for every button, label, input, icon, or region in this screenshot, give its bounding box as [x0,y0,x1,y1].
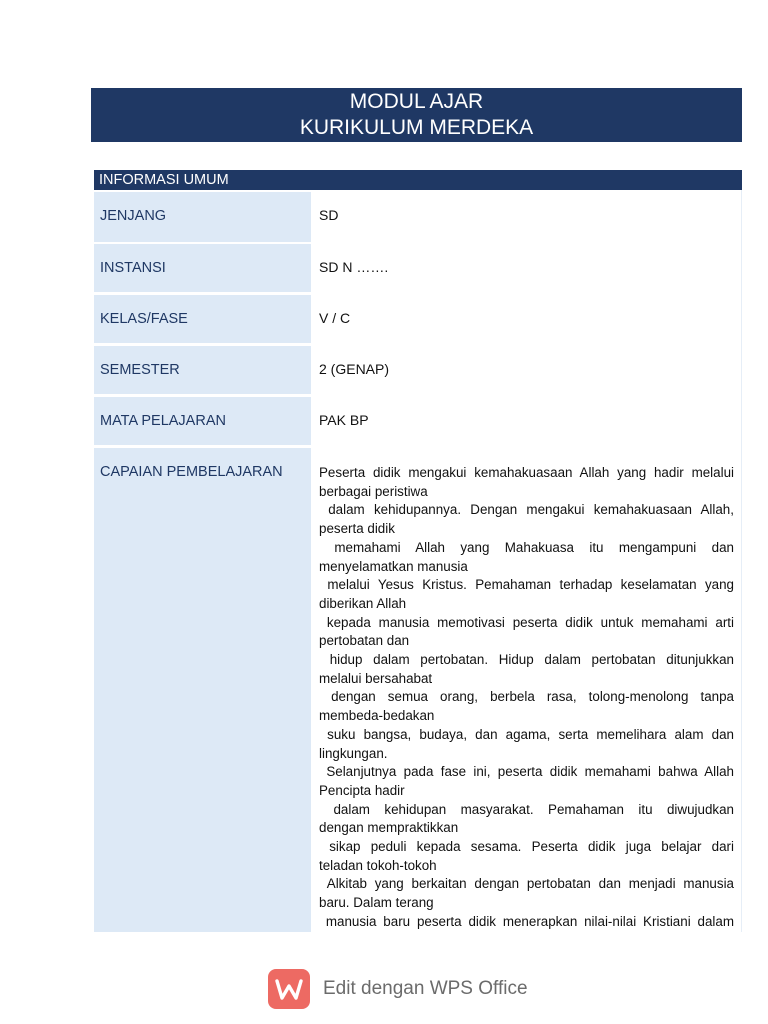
capaian-line: menyelamatkan manusia [319,558,468,574]
capaian-line: dengan semua orang, berbela rasa, tolong-menolong tanpa [319,689,734,705]
label-mata-pelajaran: MATA PELAJARAN [94,397,311,445]
row-kelas-fase [94,295,742,343]
row-instansi [94,244,742,292]
capaian-line: memahami Allah yang Mahakuasa itu mengampuni dan [319,539,734,555]
value-semester: 2 (GENAP) [319,361,390,377]
wps-office-logo-icon[interactable] [268,969,310,1009]
capaian-line: melalui bersahabat [319,670,433,686]
row-semester [94,346,742,394]
capaian-line: melalui Yesus Kristus. Pemahaman terhadap keselamatan yang [319,577,734,593]
capaian-line: diberikan Allah [319,595,407,611]
capaian-line: Alkitab yang berkaitan dengan pertobatan dan menjadi manusia [319,876,734,892]
label-capaian-pembelajaran: CAPAIAN PEMBELAJARAN [94,448,311,932]
capaian-line: berbagai peristiwa [319,483,428,499]
wps-edit-banner[interactable] [268,968,568,1010]
title-line-1: MODUL AJAR [349,90,484,113]
row-mata-pelajaran [94,397,742,445]
title-line-2: KURIKULUM MERDEKA [299,116,534,139]
capaian-line: pertobatan dan [319,633,410,649]
capaian-line: membeda-bedakan [319,708,435,724]
capaian-line: peserta didik [319,521,395,537]
document-title-banner [91,88,742,142]
capaian-line: Pencipta hadir [319,782,405,798]
row-jenjang [94,192,742,242]
label-jenjang: JENJANG [94,192,311,242]
capaian-line: dalam kehidupan masyarakat. Pemahaman itu diwujudkan [319,801,734,817]
value-instansi: SD N ……. [319,259,389,275]
label-instansi: INSTANSI [94,244,311,292]
label-semester: SEMESTER [94,346,311,394]
capaian-line: Peserta didik mengakui kemahakuasaan Allah yang hadir melalui [319,465,734,480]
capaian-line: dalam kehidupannya. Dengan mengakui kemahakuasaan Allah, [319,502,734,518]
capaian-line: lingkungan. [319,745,388,761]
capaian-line: baru. Dalam terang [319,895,434,911]
value-kelas-fase: V / C [319,310,351,326]
capaian-line: dengan mempraktikkan [319,820,459,836]
value-mata-pelajaran: PAK BP [319,412,369,428]
capaian-line: manusia baru peserta didik menerapkan nilai-nilai Kristiani dalam [319,913,734,929]
capaian-line: teladan tokoh-tokoh [319,857,437,873]
capaian-line: kepada manusia memotivasi peserta didik untuk memahami arti [319,614,734,630]
value-jenjang: SD [319,207,339,223]
capaian-line: suku bangsa, budaya, dan agama, serta memelihara alam dan [319,726,734,742]
capaian-pembelajaran-text [319,464,734,932]
capaian-line: sikap peduli kepada sesama. Peserta didik juga belajar dari [319,839,734,855]
section-header-informasi-umum: INFORMASI UMUM [94,170,742,190]
capaian-line: hidup dalam pertobatan. Hidup dalam pertobatan ditunjukkan [319,652,734,668]
edit-with-wps-link[interactable]: Edit dengan WPS Office [323,978,528,999]
row-capaian-pembelajaran [94,448,742,932]
label-kelas-fase: KELAS/FASE [94,295,311,343]
capaian-line: Selanjutnya pada fase ini, peserta didik memahami bahwa Allah [319,764,734,780]
